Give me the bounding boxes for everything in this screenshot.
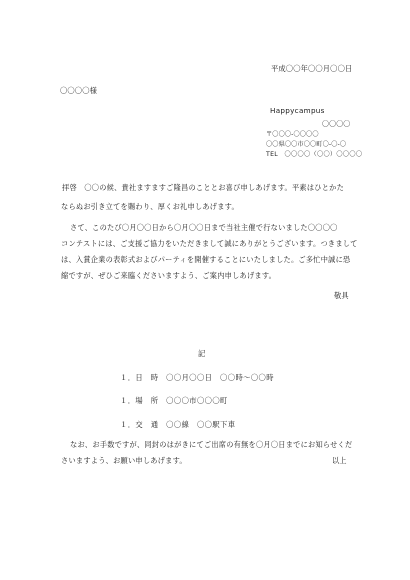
main-text-line: は、入賞企業の表彰式およびパーティを開催することにいたしました。ご多忙中誠に恐 xyxy=(61,255,351,264)
greeting-line: ならぬお引き立てを賜わり、厚くお礼申しあげます。 xyxy=(61,202,239,211)
detail-item-datetime: １．日 時 〇〇月〇〇日 〇〇時～〇〇時 xyxy=(120,373,274,382)
closing-line: さいますよう、お願い申しあげます。 xyxy=(61,456,187,465)
sender-tel: TEL 〇〇〇〇（〇〇）〇〇〇〇 xyxy=(266,151,363,158)
main-text-line: さて、このたび〇月〇〇日から〇月〇〇日まで当社主催で行ないました〇〇〇〇 xyxy=(70,223,338,232)
main-text-line: コンテストには、ご支援ご協力をいただきまして誠にありがとうございます。つきまして xyxy=(61,239,358,248)
addressee: 〇〇〇〇様 xyxy=(60,86,97,95)
ijou: 以上 xyxy=(332,456,347,465)
sender-name: 〇〇〇〇 xyxy=(322,120,351,128)
sender-company: Happycampus xyxy=(270,106,325,115)
detail-item-place: １．場 所 〇〇〇市〇〇〇町 xyxy=(120,396,228,405)
letter-date: 平成〇〇年〇〇月〇〇日 xyxy=(271,64,353,73)
detail-item-access: １．交 通 〇〇線 〇〇駅下車 xyxy=(120,420,236,429)
greeting-line: 拝啓 〇〇の候、貴社ますますご隆昌のこととお喜び申しあげます。平素はひとかた xyxy=(62,183,345,192)
closing-line: なお、お手数ですが、同封のはがきにてご出席の有無を〇月〇日までにお知らせくだ xyxy=(70,440,353,449)
keigu: 敬具 xyxy=(334,291,349,300)
details-heading: 記 xyxy=(198,349,206,358)
sender-address: 〇〇県〇〇市〇〇町〇-〇-〇 xyxy=(266,141,347,148)
main-text-line: 縮ですが、ぜひご来臨くださいますよう、ご案内申しあげます。 xyxy=(61,271,277,280)
sender-postal-code: 〒〇〇〇-〇〇〇〇 xyxy=(266,131,319,138)
